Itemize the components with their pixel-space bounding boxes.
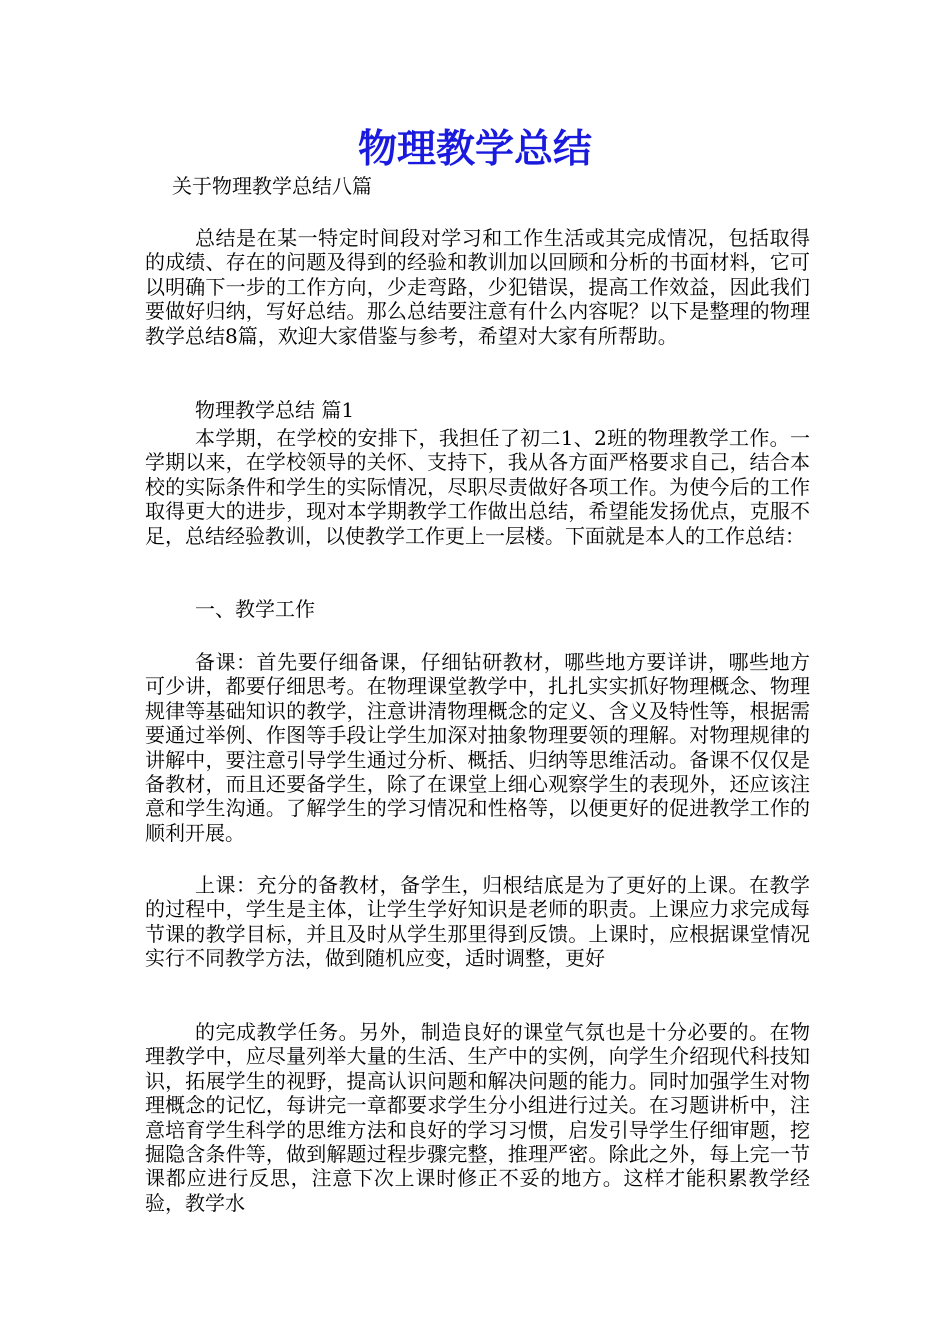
continued-paragraph: 的完成教学任务。另外，制造良好的课堂气氛也是十分必要的。在物理教学中，应尽量列举大量的生活、生产中的实例，向学生介绍现代科技知识，拓展学生的视野，提高认识问题和解决问题的能力。同时加强学生对物理概念的记忆，每讲完一章都要求学生分小组进行过关。在习题讲析中，注意培育学生科学的思维方法和良好的学习习惯，启发引导学生仔细审题，挖掘隐含条件等，做到解题过程步骤完整，推理严密。除此之外，每上完一节课都应进行反思，注意下次上课时修正不妥的地方。这样才能积累教学经验，教学水 xyxy=(145,1020,810,1215)
lesson-prep-paragraph: 备课：首先要仔细备课，仔细钻研教材，哪些地方要详讲，哪些地方可少讲，都要仔细思考。在物理课堂教学中，扎扎实实抓好物理概念、物理规律等基础知识的教学，注意讲清物理概念的定义、含义及特性等，根据需要通过举例、作图等手段让学生加深对抽象物理要领的理解。对物理规律的讲解中，要注意引导学生通过分析、概括、归纳等思维活动。备课不仅仅是备教材，而且还要备学生，除了在课堂上细心观察学生的表现外，还应该注意和学生沟通。了解学生的学习情况和性格等，以便更好的促进教学工作的顺利开展。 xyxy=(145,650,810,845)
document-subtitle: 关于物理教学总结八篇 xyxy=(172,174,372,198)
subheading-teaching-work: 一、教学工作 xyxy=(195,597,315,621)
section-intro-paragraph: 本学期，在学校的安排下，我担任了初二1、2班的物理教学工作。一学期以来，在学校领导的关怀、支持下，我从各方面严格要求自己，结合本校的实际条件和学生的实际情况，尽职尽责做好各项工作。为使今后的工作取得更大的进步，现对本学期教学工作做出总结，希望能发扬优点，克服不足，总结经验教训，以使教学工作更上一层楼。下面就是本人的工作总结： xyxy=(145,426,810,548)
document-title: 物理教学总结 xyxy=(357,127,592,172)
intro-paragraph: 总结是在某一特定时间段对学习和工作生活或其完成情况，包括取得的成绩、存在的问题及得到的经验和教训加以回顾和分析的书面材料，它可以明确下一步的工作方向，少走弯路，少犯错误，提高工作效益，因此我们要做好归纳，写好总结。那么总结要注意有什么内容呢？以下是整理的物理教学总结8篇，欢迎大家借鉴与参考，希望对大家有所帮助。 xyxy=(145,226,810,348)
class-teaching-paragraph: 上课：充分的备教材，备学生，归根结底是为了更好的上课。在教学的过程中，学生是主体，让学生学好知识是老师的职责。上课应力求完成每节课的教学目标，并且及时从学生那里得到反馈。上课时，应根据课堂情况实行不同教学方法，做到随机应变，适时调整，更好 xyxy=(145,873,810,971)
section-heading: 物理教学总结 篇1 xyxy=(195,398,355,422)
